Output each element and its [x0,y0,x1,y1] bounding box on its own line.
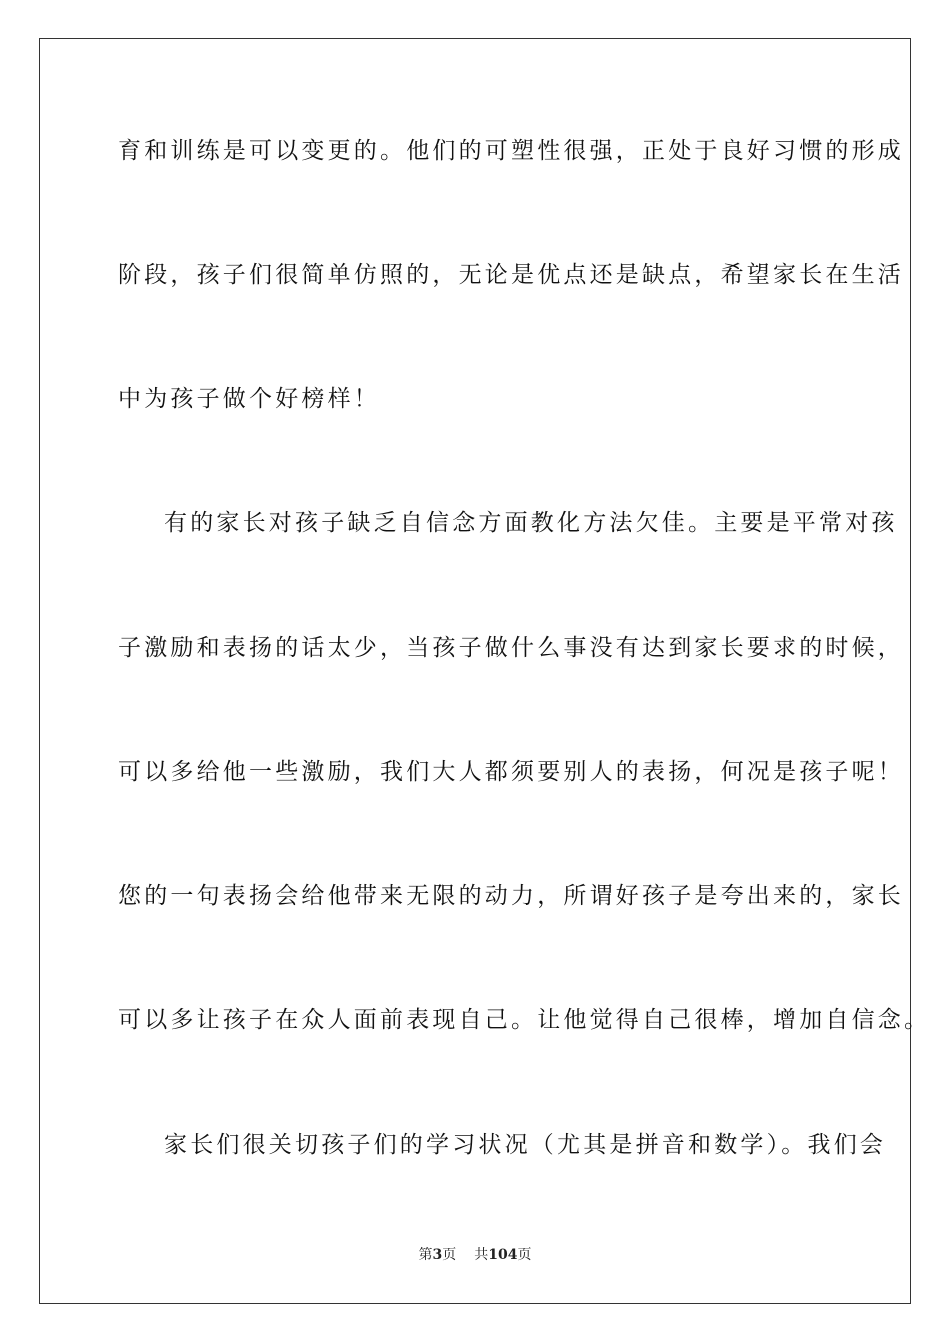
text-line-9: 家长们很关切孩子们的学习状况（尤其是拼音和数学）。我们会 [164,1132,887,1158]
page-number: 3 [432,1247,443,1263]
page-footer [0,1244,950,1264]
text-line-2: 阶段，孩子们很简单仿照的，无论是优点还是缺点，希望家长在生活 [118,262,904,288]
text-line-8: 可以多让孩子在众人面前表现自己。让他觉得自己很棒，增加自信念。 [118,1007,931,1033]
text-line-7: 您的一句表扬会给他带来无限的动力，所谓好孩子是夸出来的，家长 [118,883,904,909]
text-line-1: 育和训练是可以变更的。他们的可塑性很强，正处于良好习惯的形成 [118,138,904,164]
page-suffix: 页 [442,1247,457,1263]
total-pages: 104 [488,1247,518,1263]
page-prefix: 第 [418,1247,433,1263]
text-line-5: 子激励和表扬的话太少，当孩子做什么事没有达到家长要求的时候， [118,635,904,661]
page-border [39,38,911,1304]
text-line-6: 可以多给他一些激励，我们大人都须要别人的表扬，何况是孩子呢！ [118,759,904,785]
total-prefix: 共 [474,1247,489,1263]
text-line-4: 有的家长对孩子缺乏自信念方面教化方法欠佳。主要是平常对孩 [164,510,898,536]
text-line-3: 中为孩子做个好榜样！ [118,386,380,412]
total-suffix: 页 [517,1247,532,1263]
